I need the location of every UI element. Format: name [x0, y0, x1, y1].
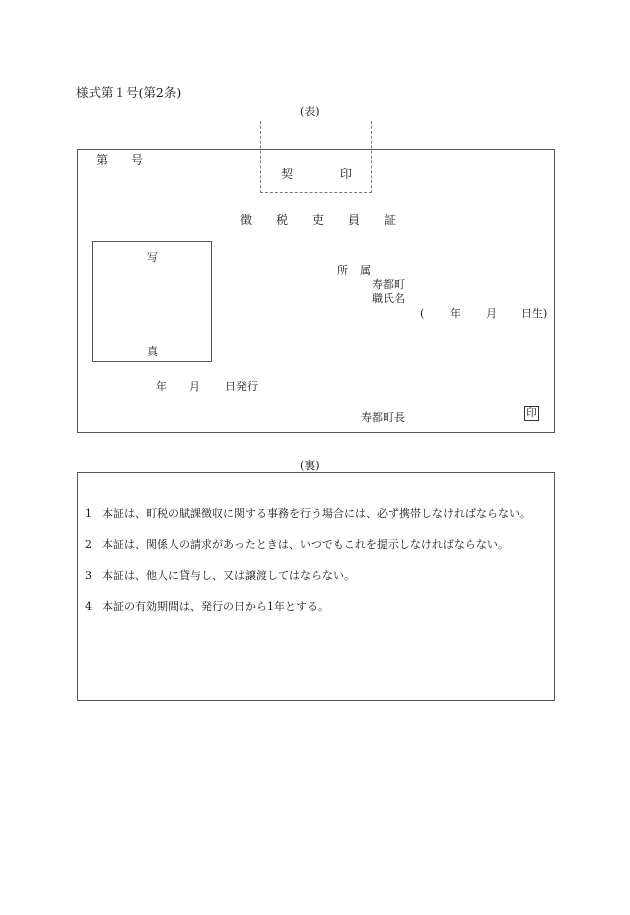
clause-text: 本証の有効期間は、発行の日から1年とする。 [102, 600, 329, 613]
card-title-char: 吏 [312, 213, 325, 227]
clause-number: 4 [85, 600, 92, 613]
card-title-char: 員 [348, 213, 361, 227]
town-name: 寿都町 [372, 278, 405, 291]
birth-year: 年 [450, 307, 461, 320]
birth-date [420, 305, 547, 321]
back-caption: (裏) [300, 459, 320, 472]
issue-day: 日発行 [225, 380, 258, 393]
clause-number: 3 [85, 569, 92, 582]
seal-label-kei: 契 [281, 167, 294, 181]
birth-open: ( [420, 307, 425, 320]
affiliation-label [337, 262, 371, 278]
photo-label-bottom: 真 [147, 345, 158, 358]
number-suffix: 号 [131, 153, 144, 167]
form-title: 様式第１号(第2条) [76, 85, 182, 100]
clause-item [85, 598, 329, 614]
clause-text: 本証は、他人に貸与し、又は譲渡してはならない。 [102, 569, 355, 582]
affiliation-char: 所 [337, 264, 348, 277]
clause-number: 1 [85, 507, 92, 520]
issue-month: 月 [189, 380, 200, 393]
front-caption: (表) [300, 105, 320, 118]
card-title-char: 税 [276, 213, 289, 227]
seal-label-in: 印 [340, 167, 353, 181]
job-name-label: 職氏名 [372, 292, 405, 305]
affiliation-char: 属 [360, 264, 371, 277]
birth-month: 月 [486, 307, 497, 320]
clause-number: 2 [85, 538, 92, 551]
seal-box [260, 121, 372, 193]
clause-item [85, 536, 509, 552]
seal-stamp-icon: 印 [524, 406, 539, 421]
clause-item [85, 567, 355, 583]
card-title-char: 徴 [240, 213, 253, 227]
photo-label-top: 写 [147, 251, 158, 264]
clause-text: 本証は、関係人の請求があったときは、いつでもこれを提示しなければならない。 [102, 538, 509, 551]
certificate-number [96, 151, 143, 168]
mayor-title: 寿都町長 [361, 411, 405, 424]
issue-year: 年 [156, 380, 167, 393]
number-prefix: 第 [96, 153, 109, 167]
clause-text: 本証は、町税の賦課徴収に関する事務を行う場合には、必ず携帯しなければならない。 [102, 507, 531, 520]
clause-item [85, 505, 531, 521]
birth-day: 日生) [521, 307, 548, 320]
photo-frame [92, 241, 212, 362]
card-title-char: 証 [384, 213, 397, 227]
issue-date [156, 378, 258, 394]
card-title [240, 211, 420, 228]
